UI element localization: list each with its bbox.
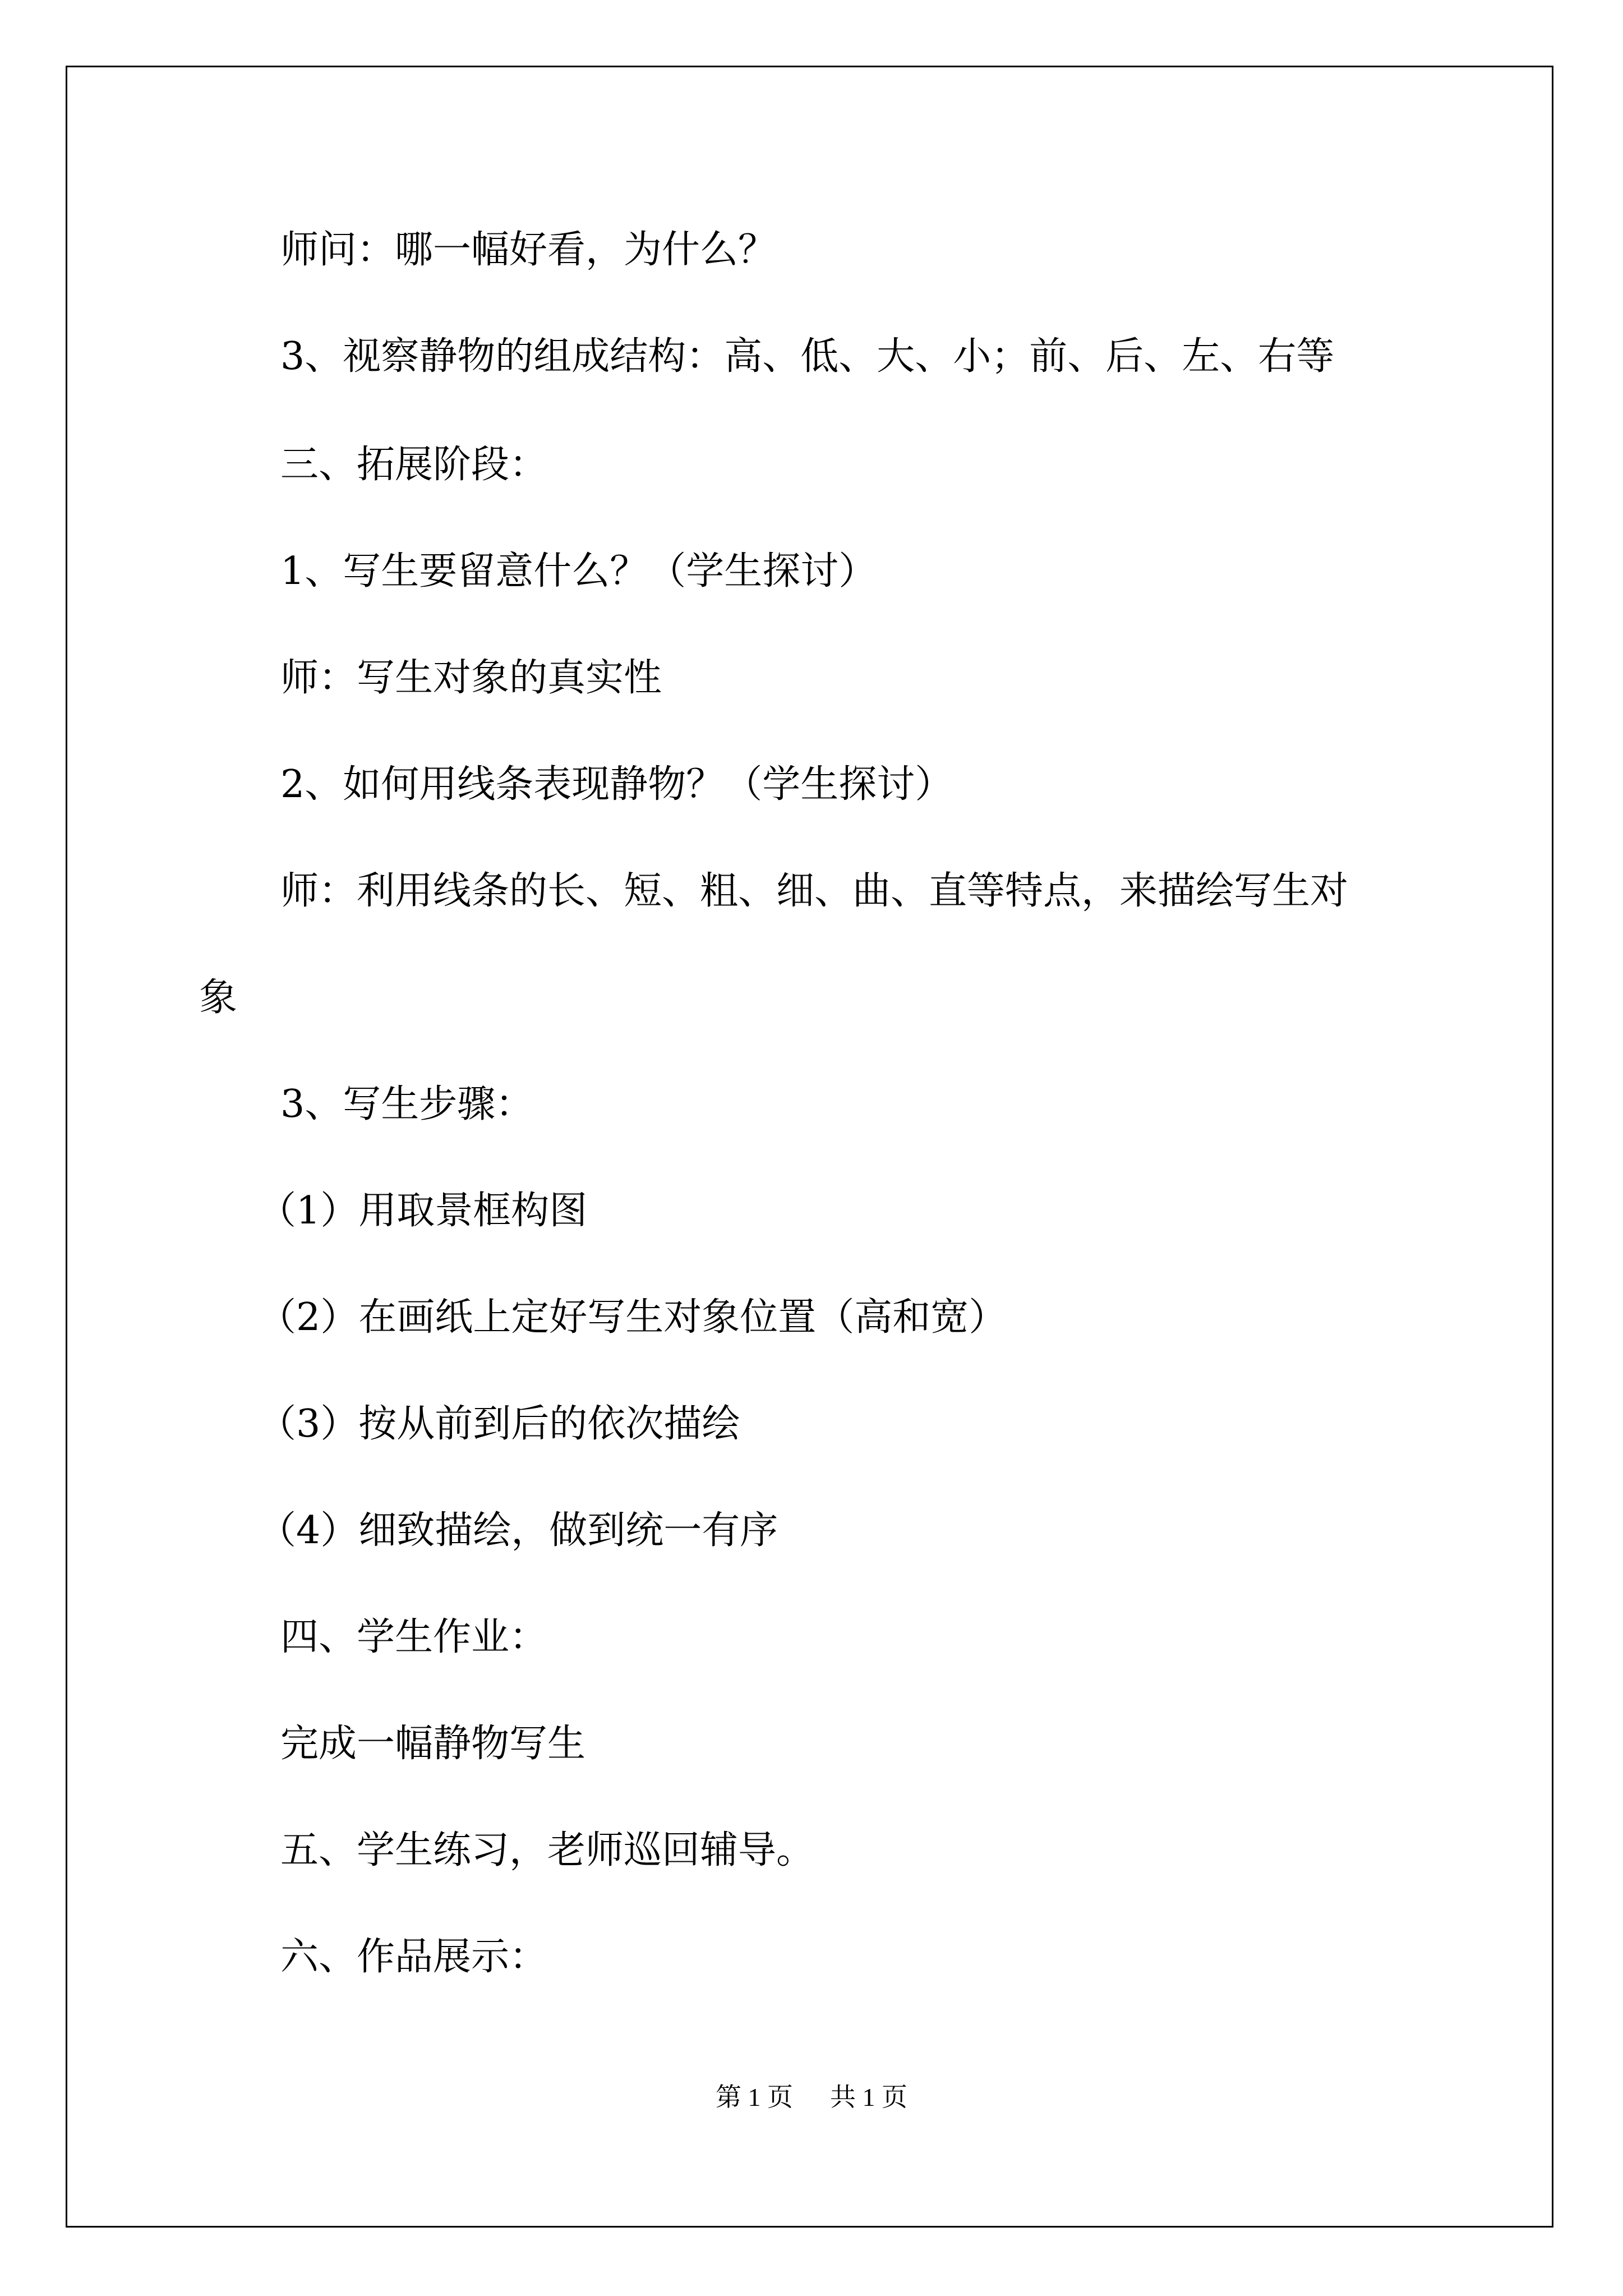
text-line: 师：利用线条的长、短、粗、细、曲、直等特点，来描绘写生对: [280, 869, 1349, 913]
text-line: （1）用取景框构图: [258, 1189, 588, 1233]
text-line: 三、拓展阶段：: [280, 443, 548, 487]
text-line: （3）按从前到后的依次描绘: [258, 1402, 740, 1446]
text-line: 1、写生要留意什么？（学生探讨）: [280, 549, 877, 593]
page-border: [66, 66, 1553, 2228]
text-line: （4）细致描绘，做到统一有序: [258, 1508, 778, 1553]
text-line: 象: [199, 976, 238, 1020]
text-line: 师问：哪一幅好看，为什么？: [280, 228, 777, 272]
text-line: （2）在画纸上定好写生对象位置（高和宽）: [258, 1295, 1007, 1340]
page-total: 共 1 页: [830, 2083, 907, 2111]
text-line: 3、写生步骤：: [280, 1082, 534, 1126]
text-line: 3、视察静物的组成结构：高、低、大、小；前、后、左、右等: [280, 334, 1335, 379]
text-line: 四、学生作业：: [280, 1615, 548, 1659]
text-line: 师：写生对象的真实性: [280, 656, 662, 700]
page-number: 第 1 页: [716, 2083, 793, 2111]
text-line: 六、作品展示：: [280, 1935, 548, 1979]
text-line: 完成一幅静物写生: [280, 1722, 586, 1766]
text-line: 2、如何用线条表现静物？（学生探讨）: [280, 762, 953, 807]
page-footer: [0, 2085, 1623, 2110]
text-line: 五、学生练习，老师巡回辅导。: [280, 1828, 815, 1872]
